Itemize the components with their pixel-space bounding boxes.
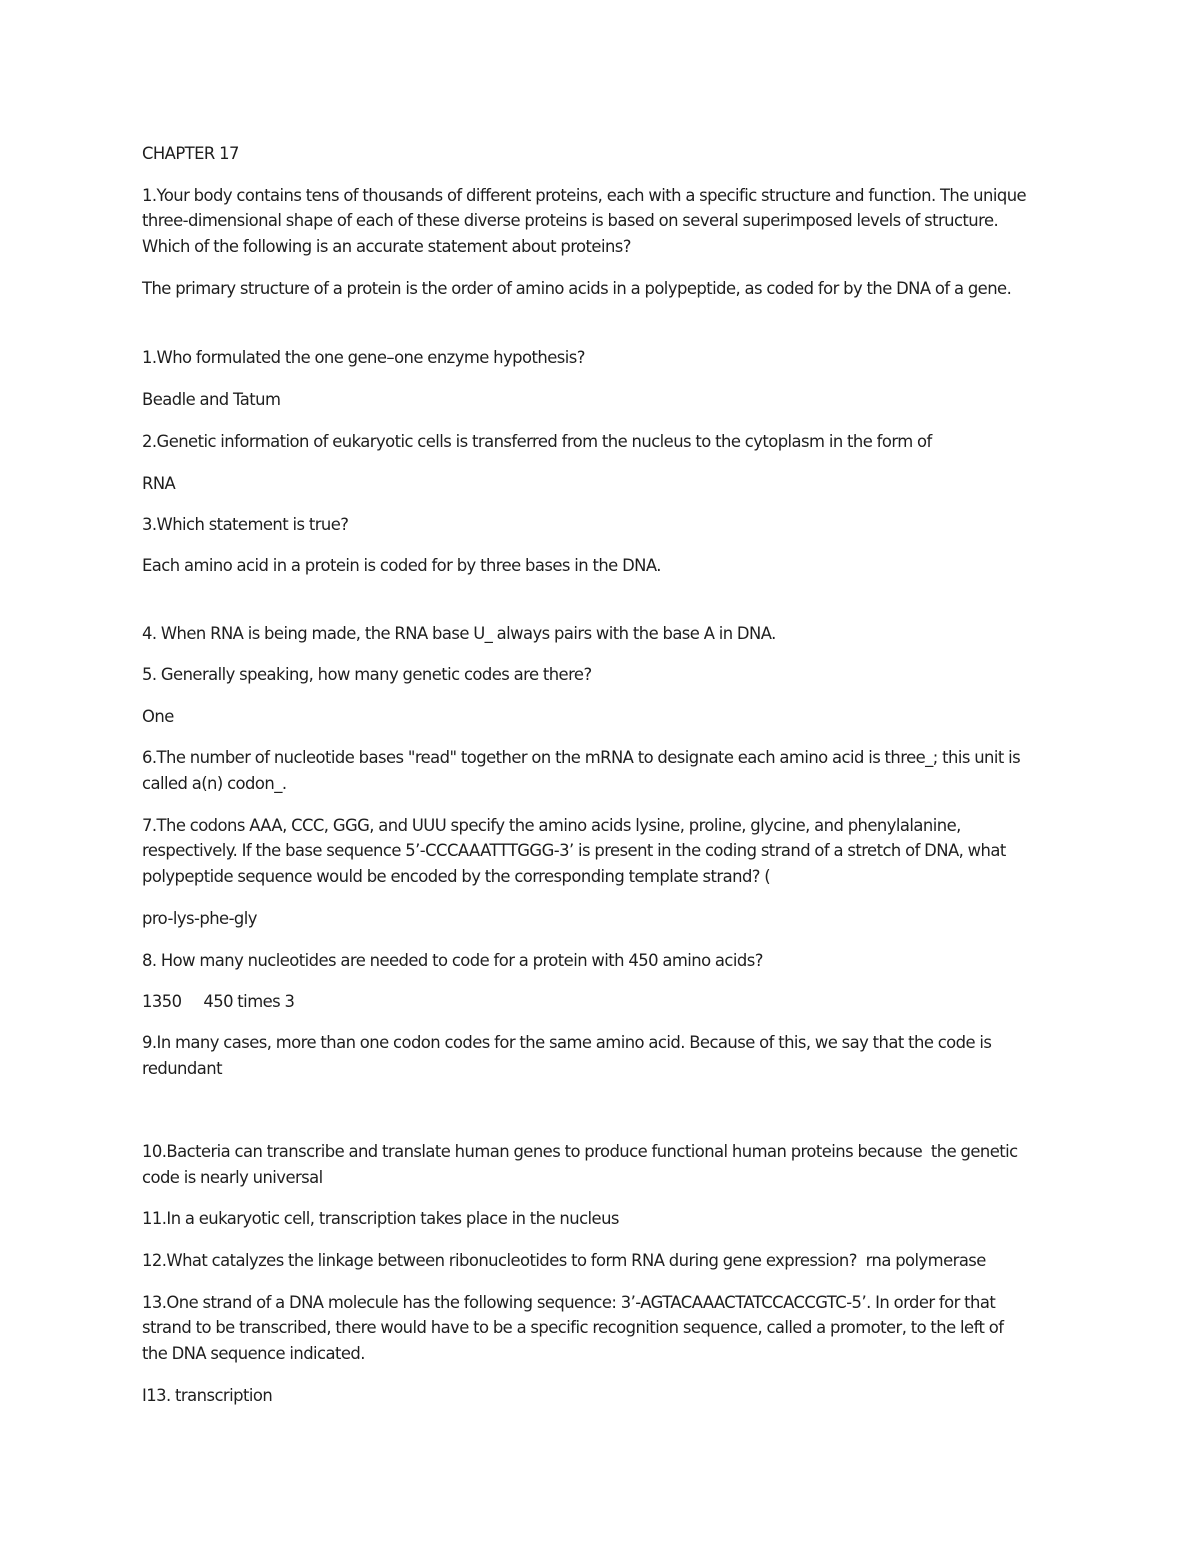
answer-text: I13. transcription: [142, 1386, 273, 1405]
question-text: 4. When RNA is being made, the RNA base U_ always pairs with the base A in DNA.: [142, 624, 776, 643]
question-text: 6.The number of nucleotide bases "read" together on the mRNA to designate each amino acid is three_; this unit is: [142, 748, 1021, 767]
answer-text: One: [142, 707, 174, 726]
question-text: 1.Who formulated the one gene–one enzyme hypothesis?: [142, 348, 585, 367]
question-text: respectively. If the base sequence 5’-CCCAAATTTGGG-3’ is present in the coding strand of a stretch of DNA, what: [142, 841, 1006, 860]
answer-text: RNA: [142, 474, 176, 493]
question-text: three-dimensional shape of each of these diverse proteins is based on several superimposed levels of structure.: [142, 211, 999, 230]
question-text: called a(n) codon_.: [142, 774, 287, 793]
answer-text: Each amino acid in a protein is coded for by three bases in the DNA.: [142, 556, 661, 575]
question-text: 9.In many cases, more than one codon codes for the same amino acid. Because of this, we say that the code is: [142, 1033, 992, 1052]
answer-text: pro-lys-phe-gly: [142, 909, 257, 928]
question-text: 7.The codons AAA, CCC, GGG, and UUU specify the amino acids lysine, proline, glycine, and phenylalanine,: [142, 816, 961, 835]
answer-text: Beadle and Tatum: [142, 390, 281, 409]
answer-text: The primary structure of a protein is the order of amino acids in a polypeptide, as coded for by the DNA of a gene.: [142, 279, 1012, 298]
question-text: Which of the following is an accurate statement about proteins?: [142, 237, 631, 256]
question-text: 1.Your body contains tens of thousands of different proteins, each with a specific structure and function. The unique: [142, 186, 1027, 205]
question-text: 12.What catalyzes the linkage between ribonucleotides to form RNA during gene expression? rna polymerase: [142, 1251, 986, 1270]
question-text: the DNA sequence indicated.: [142, 1344, 365, 1363]
question-text: strand to be transcribed, there would have to be a specific recognition sequence, called a promoter, to the left of: [142, 1318, 1004, 1337]
question-text: 13.One strand of a DNA molecule has the following sequence: 3’-AGTACAAACTATCCACCGTC-5’. In order for that: [142, 1293, 996, 1312]
question-text: code is nearly universal: [142, 1168, 323, 1187]
question-text: 10.Bacteria can transcribe and translate human genes to produce functional human proteins because the genetic: [142, 1142, 1018, 1161]
question-text: polypeptide sequence would be encoded by the corresponding template strand? (: [142, 867, 771, 886]
answer-text: 1350 450 times 3: [142, 992, 295, 1011]
question-text: 3.Which statement is true?: [142, 515, 349, 534]
question-text: redundant: [142, 1059, 222, 1078]
question-text: 8. How many nucleotides are needed to code for a protein with 450 amino acids?: [142, 951, 763, 970]
question-text: 5. Generally speaking, how many genetic codes are there?: [142, 665, 592, 684]
question-text: 11.In a eukaryotic cell, transcription takes place in the nucleus: [142, 1209, 619, 1228]
question-text: 2.Genetic information of eukaryotic cells is transferred from the nucleus to the cytoplasm in the form of: [142, 432, 932, 451]
chapter-heading: CHAPTER 17: [142, 144, 239, 163]
